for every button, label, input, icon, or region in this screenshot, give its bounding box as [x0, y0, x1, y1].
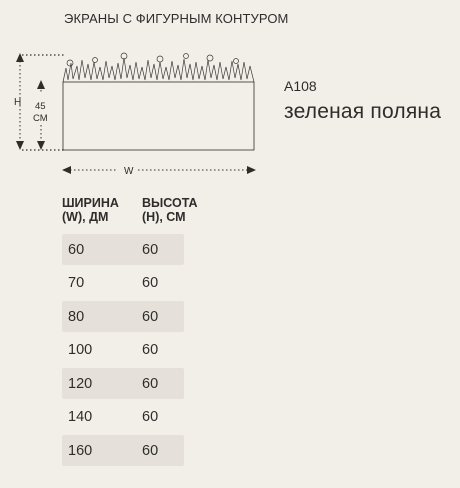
table-row	[62, 435, 184, 466]
height-total-label: H	[14, 97, 22, 108]
height-cell: 60	[142, 375, 159, 392]
table-row	[62, 234, 184, 265]
width-cell: 70	[68, 275, 85, 291]
width-cell: 140	[68, 409, 93, 425]
width-column-header: ШИРИНА (W), ДМ	[62, 196, 119, 224]
table-body	[62, 234, 184, 469]
table-row	[62, 402, 184, 433]
width-cell: 160	[68, 442, 93, 459]
page-title: ЭКРАНЫ С ФИГУРНЫМ КОНТУРОМ	[64, 11, 289, 26]
height-body-unit: СМ	[33, 113, 48, 124]
table-row	[62, 368, 184, 399]
height-column-header: ВЫСОТА (H), СМ	[142, 196, 198, 224]
product-name: зеленая поляна	[284, 100, 442, 123]
table-row	[62, 268, 184, 299]
table-row	[62, 335, 184, 366]
width-cell: 80	[68, 308, 85, 325]
height-cell: 60	[142, 275, 159, 291]
table-header	[62, 196, 212, 224]
screen-outline	[63, 82, 254, 150]
width-arrow	[62, 166, 256, 174]
size-table	[62, 196, 212, 459]
width-label: W	[124, 166, 134, 177]
width-cell: 120	[68, 375, 93, 392]
screen-diagram	[0, 0, 300, 180]
product-code: A108	[284, 78, 317, 94]
grass-decoration-icon	[63, 53, 254, 82]
height-cell: 60	[142, 342, 159, 358]
height-cell: 60	[142, 308, 159, 325]
height-cell: 60	[142, 442, 159, 459]
height-cell: 60	[142, 409, 159, 425]
width-cell: 60	[68, 241, 85, 258]
width-cell: 100	[68, 342, 93, 358]
height-body-value: 45	[35, 101, 46, 112]
height-cell: 60	[142, 241, 159, 258]
table-row	[62, 301, 184, 332]
